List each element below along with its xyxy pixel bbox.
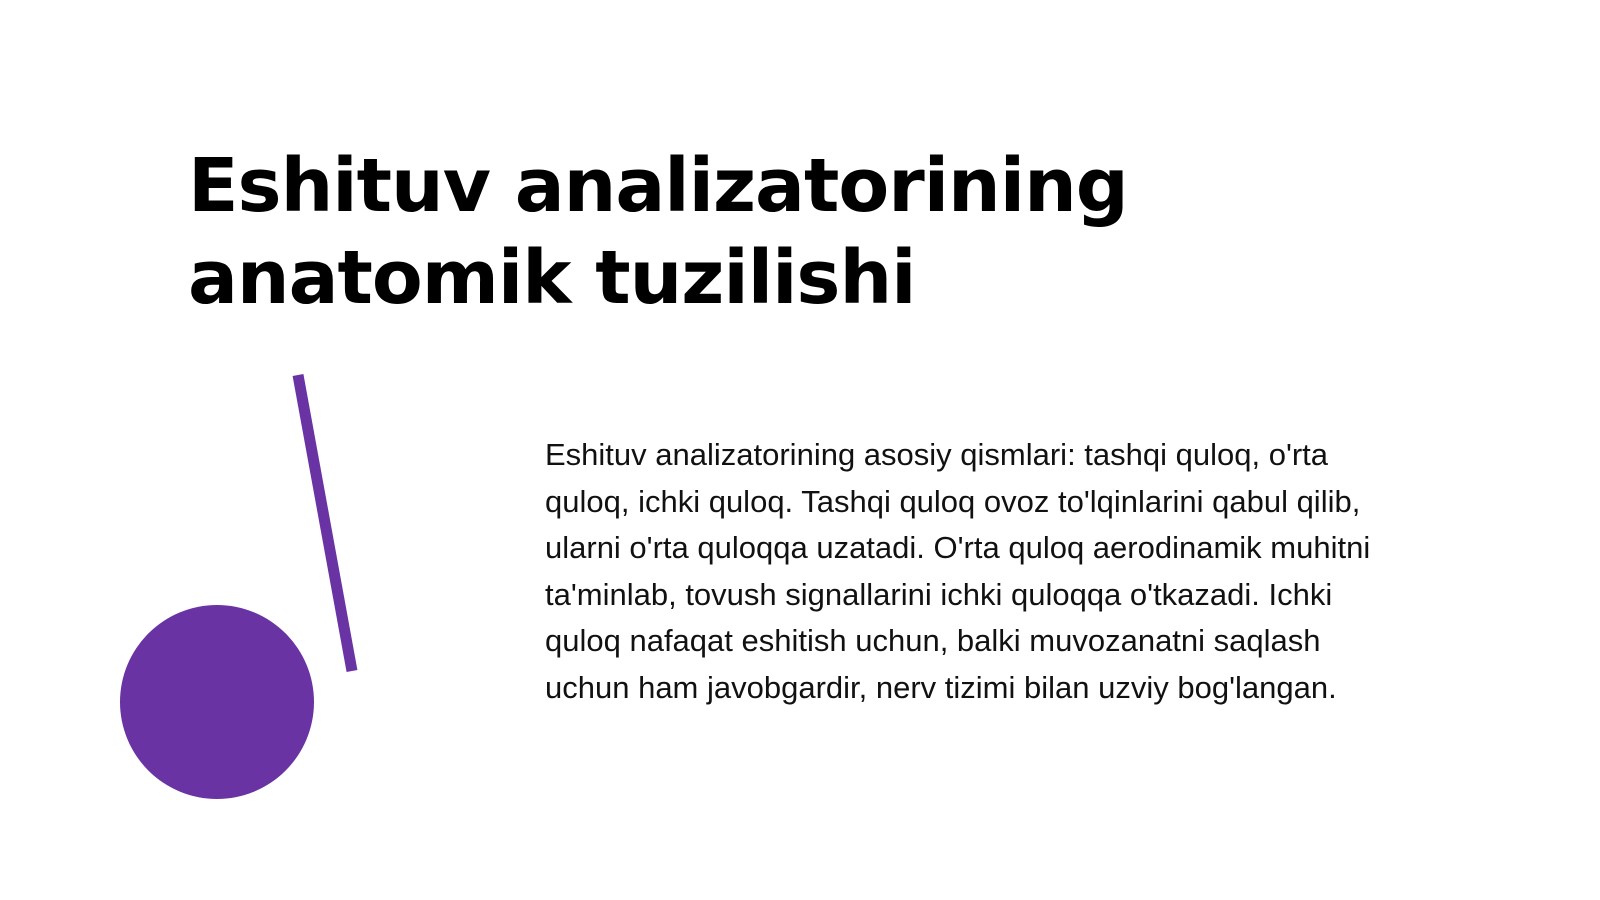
- slide-title: Eshituv analizatorining anatomik tuzilishi: [188, 143, 1128, 321]
- slide-body-text: Eshituv analizatorining asosiy qismlari: tashqi quloq, o'rta quloq, ichki quloq. Tashqi quloq ovoz to'lqinlarini qabul qilib, ularni o'rta quloqqa uzatadi. O'rta quloq aerodinamik muhitni ta'minlab, tovush signallarini ichki quloqqa o'tkazadi. Ichki quloq nafaqat eshitish uchun, balki muvozanatni saqlash uchun ham javobgardir, nerv tizimi bilan uzviy bog'langan.: [545, 437, 1371, 705]
- decorative-line: [298, 375, 352, 671]
- decorative-circle: [120, 605, 314, 799]
